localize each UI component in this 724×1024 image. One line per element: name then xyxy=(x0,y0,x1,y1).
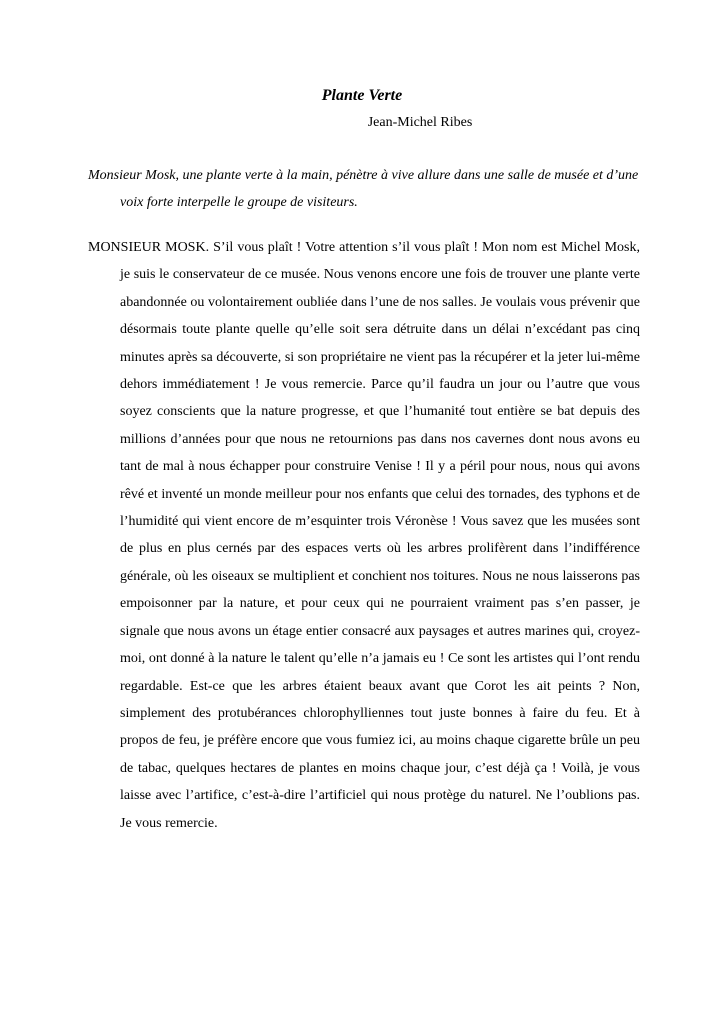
stage-direction: Monsieur Mosk, une plante verte à la main, pénètre à vive allure dans une salle de musée et d’une voix forte interpelle le groupe de visiteurs. xyxy=(88,168,639,210)
speaker-name: MONSIEUR MOSK. xyxy=(88,240,210,255)
monologue-paragraph xyxy=(88,234,640,837)
author-name: Jean-Michel Ribes xyxy=(367,115,473,130)
speech-text: S’il vous plaît ! Votre attention s’il vous plaît ! Mon nom est Michel Mosk, je suis le conservateur de ce musée. Nous venons encore une fois de trouver une plante verte abandonnée ou volontairement oubliée dans l’une de nos salles. Je voulais vous prévenir que désormais toute plante quelle qu’elle soit sera détruite dans un délai n’excédant pas cinq minutes après sa découverte, si son propriétaire ne vient pas la récupérer et la jeter lui-même dehors immédiatement ! Je vous remercie. Parce qu’il faudra un jour ou l’autre que vous soyez conscients que la nature progresse, et que l’humanité tout entière se bat depuis des millions d’années pour que nous ne retournions pas dans nos cavernes dont nous avons eu tant de mal à nous échapper pour construire Venise ! Il y a péril pour nous, nous qui avons rêvé et inventé un monde meilleur pour nos enfants que celui des tornades, des typhons et de l’humidité qui vient encore de m’esquinter trois Véronèse ! Vous savez que les musées sont de plus en plus cernés par des espaces verts où les arbres prolifèrent dans l’indifférence générale, où les oiseaux se multiplient et conchient nos toitures. Nous ne nous laisserons pas empoisonner par la nature, et pour ceux qui ne pourraient vraiment pas s’en passer, je signale que nous avons un étage entier consacré aux paysages et autres marines qui, croyez-moi, ont donné à la nature le talent qu’elle n’a jamais eu ! Ce sont les artistes qui l’ont rendu regardable. Est-ce que les arbres étaient beaux avant que Corot les ait peints ? Non, simplement des protubérances chlorophylliennes tout juste bonnes à faire du feu. Et à propos de feu, je préfère encore que vous fumiez ici, au moins chaque cigarette brûle un peu de tabac, quelques hectares de plantes en moins chaque jour, c’est déjà ça ! Voilà, je vous laisse avec l’artifice, c’est-à-dire l’artificiel qui nous protège du naturel. Ne l’oublions pas. Je vous remercie. xyxy=(120,240,640,831)
play-title: Plante Verte xyxy=(321,87,403,104)
